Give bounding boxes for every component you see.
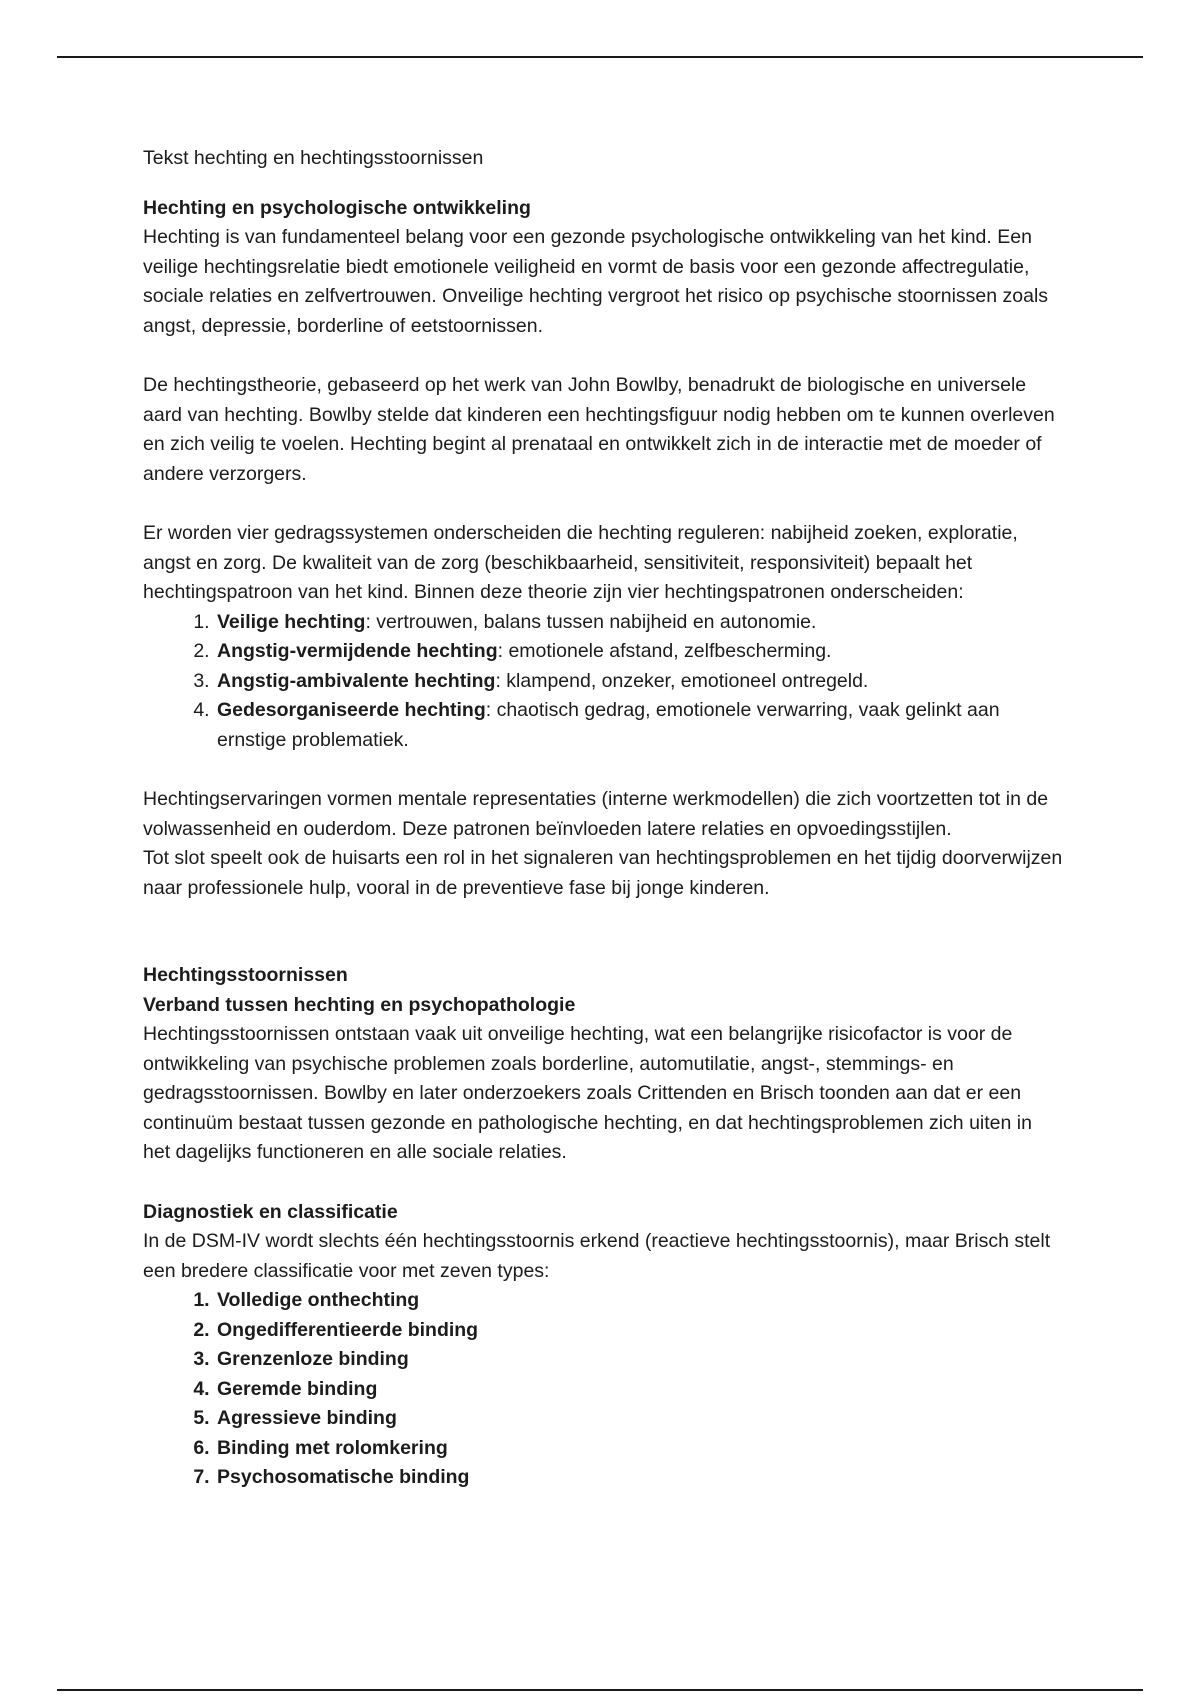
- section-heading-hechting: Hechting en psychologische ontwikkeling: [143, 196, 531, 219]
- list-item: 1. Volledige onthechting: [215, 1286, 1063, 1316]
- document-page: [143, 144, 1063, 1493]
- paragraph: Hechtingservaringen vormen mentale representaties (interne werkmodellen) die zich voortzetten tot in de volwassenheid en ouderdom. Deze patronen beïnvloeden latere relaties en opvoedingsstijlen.: [143, 788, 1049, 840]
- section-subheading: Verband tussen hechting en psychopathologie: [143, 993, 576, 1016]
- list-item-desc: : vertrouwen, balans tussen nabijheid en autonomie.: [365, 610, 817, 633]
- list-item: [215, 608, 1063, 638]
- list-item-desc: : chaotisch gedrag, emotionele verwarring, vaak gelinkt aan ernstige problematiek.: [217, 699, 1000, 751]
- paragraph: Hechting is van fundamenteel belang voor een gezonde psychologische ontwikkeling van het kind. Een veilige hechtingsrelatie biedt emotionele veiligheid en vormt de basis voor een gezonde affectregulatie, sociale relaties en zelfvertrouwen. Onveilige hechting vergroot het risico op psychische stoornissen zoals angst, depressie, borderline of eetstoornissen.: [143, 226, 1049, 337]
- paragraph: Tot slot speelt ook de huisarts een rol in het signaleren van hechtingsproblemen en het tijdig doorverwijzen naar professionele hulp, vooral in de preventieve fase bij jonge kinderen.: [143, 847, 1063, 899]
- list-item-desc: : emotionele afstand, zelfbescherming.: [497, 640, 832, 662]
- paragraph: Er worden vier gedragssystemen onderscheiden die hechting reguleren: nabijheid zoeken, exploratie, angst en zorg. De kwaliteit van de zorg (beschikbaarheid, sensitiviteit, responsiviteit) bepaalt het hechtingspatroon van het kind. Binnen deze theorie zijn vier hechtingspatronen onderscheiden:: [143, 522, 1018, 603]
- list-item: [215, 667, 1063, 697]
- paragraph: In de DSM-IV wordt slechts één hechtingsstoornis erkend (reactieve hechtingsstoornis), maar Brisch stelt een bredere classificatie voor met zeven types:: [143, 1230, 1051, 1282]
- header-rule: [57, 56, 1143, 58]
- list-item-desc: : klampend, onzeker, emotioneel ontregeld.: [495, 669, 869, 692]
- paragraph: De hechtingstheorie, gebaseerd op het werk van John Bowlby, benadrukt de biologische en universele aard van hechting. Bowlby stelde dat kinderen een hechtingsfiguur nodig hebben om te kunnen overleven en zich veilig te voelen. Hechting begint al prenataal en ontwikkelt zich in de interactie met de moeder of andere verzorgers.: [143, 374, 1055, 485]
- section-heading-diagnostiek: Diagnostiek en classificatie: [143, 1200, 398, 1223]
- list-item-term: Veilige hechting: [217, 610, 366, 633]
- footer-rule: [57, 1689, 1143, 1691]
- list-item: 2. Ongedifferentieerde binding: [215, 1316, 1063, 1346]
- list-item: [215, 696, 1063, 755]
- section-heading-stoornissen: Hechtingsstoornissen: [143, 964, 348, 986]
- document-title: Tekst hechting en hechtingsstoornissen: [143, 147, 484, 169]
- list-item-term: Gedesorganiseerde hechting: [217, 699, 486, 721]
- attachment-patterns-list: [143, 608, 1063, 756]
- list-item: 7. Psychosomatische binding: [215, 1463, 1063, 1493]
- list-item: 6. Binding met rolomkering: [215, 1434, 1063, 1464]
- classification-types-list: [143, 1286, 1063, 1493]
- list-item: 3. Grenzenloze binding: [215, 1345, 1063, 1375]
- list-item: 5. Agressieve binding: [215, 1404, 1063, 1434]
- list-item-term: Angstig-vermijdende hechting: [217, 640, 498, 662]
- list-item-term: Angstig-ambivalente hechting: [217, 669, 496, 692]
- list-item: [215, 637, 1063, 667]
- list-item: 4. Geremde binding: [215, 1375, 1063, 1405]
- paragraph: Hechtingsstoornissen ontstaan vaak uit onveilige hechting, wat een belangrijke risicofactor is voor de ontwikkeling van psychische problemen zoals borderline, automutilatie, angst-, stemmings- en gedragsstoornissen. Bowlby en later onderzoekers zoals Crittenden en Brisch toonden aan dat er een continuüm bestaat tussen gezonde en pathologische hechting, en dat hechtingsproblemen zich uiten in het dagelijks functioneren en alle sociale relaties.: [143, 1023, 1032, 1163]
